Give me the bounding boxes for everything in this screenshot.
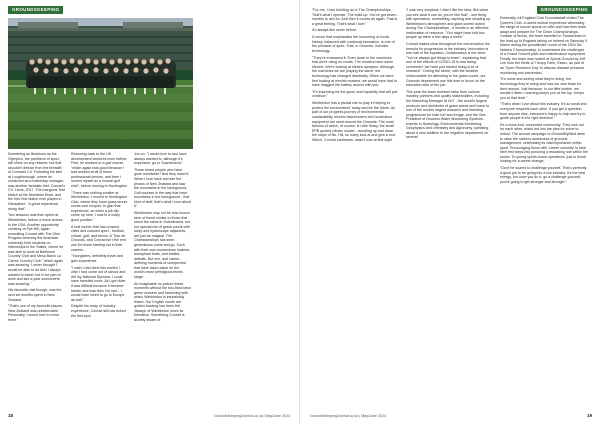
footer-url: GroundsKeepingJournal.co.uk | May/June 2024 [214, 414, 290, 418]
page-number: 18 [8, 413, 14, 418]
right-column-2: "I was very sceptical. I didn't like the idea. But when you see what it can do, you're like that" - one thing with spectators, sunbathing, aspiring and showing up Wimbledon's atmosphere and giant-screen action during The Championships - it results in an effective reallocation of resource. "You might have told two people up there a few days a week." Conrad makes clear throughout the conversation the formula for progression in the industry. Innovation is one half of the equation. Collaboration is the other. "You've always got things to learn", explaining that one of the effects of COVID-19 is now being connected "we have just started doing a lot of research". During the winter, with the weather unfavourable for attending to the grass courts, our Grounds department use this time to focus on the education side of the job. This year the team received talks from various industry partners and quality stakeholders, including the Marketing Manager at DLF - the world's largest producer and distributor of grass seeds and home to one of the world's largest research and breeding programmes for both turf and forage, and the Vice President of Growers Water Monitoring Systems - experts in Hydrology, Environmental Monitoring, Geophysics and chemistry and Agronomy, speaking about a new addition to the irrigation department on several [406, 8, 491, 140]
right-page [300, 0, 600, 424]
team-photo [8, 18, 193, 149]
section-tag: GROUNDSKEEPING [8, 6, 63, 14]
left-column-3: 'em on. "I would love to and have always wanted to, although it's expensive, go to Scandinavia." Those heard people who have gone worldwide? And they loved it. When I look back and see the photos of New Zealand and saw the mountains in the background, Golf courses in the way that have mountains in the background - that kind of stuff, that's what I love about it." Wimbledon may not be now known here of forest similar to those that stood the same in Scandinavia, but our special mix of grass courts with lucky and hydroscape adjacents, are just as magical. The Championships has seen generations come and go, Such with their own momentous rivalries, triumphant feats, and battles-defeats. But one, and career-defining moments of unexpected that have taken place on the world's most prestigious tennis stage. An imaginable no picture these moments without the two-fixed lawn green mowers and harrowing with which Wimbledon is intrinsically linked. Our English courts are golden backing has been the 'always' of Wimbledon since its formation. Something Conrad is acutely aware of. [134, 152, 191, 323]
page-number: 19 [586, 413, 592, 418]
left-column-2: Returning back to the UK development ventures even further. First, he worked on a golf course, "which again was good because I had worked at all of these professional venues, and then I moved myself as a normal golf club", before moving to Huntingdon. "There was nothing smaller at Wimbledon. I moved to Huntingdon Club, where they have grass tennis courts and croquet, to gain that experience, so when a job did come up here, I was in a really good position." A real runner that has crossed cities and crossed sport - football, cricket, golf, and tennis. A 'Tour de Grounds, and Conrad isn't the end one for those starting out in their careers. "Youngsters, definitely travel and gain experience. "I wish I had done this earlier! I wish I had come out of school and did my National Diploma. I could have travelled more. As I got older it was difficult because it became harder and was then I've lost... I would have loved to go to Europe as well." Despite his array of industry experience, Conrad still has ticked the first spot [71, 152, 129, 318]
right-column-3: Externally, All England Club Groundsstaff visited The Queen's Club. A useful mutual experience witnessing the range of soccer sports on offer and how their team adapt and prepare for The Clean Championships. Outside of tennis, the team travelled to Twickenham in the lead-up to England taking on Ireland on Saturday 9 March during the penultimate round of the 2024 Six Nations Championship, to understand the challenges of a Grand Ground pitch and maintenance equipment. Finally, the team was hosted at Sports Ground by Jeff Lee from the fields of Thrupp Farm, Essex, as part of an 'Open Research Day' to discuss disease pressure monitoring and prevention. "It's come and seeing what they're doing, the technology they're using and how our own team for their annual. Just because, in our little bubble, we wouldn't listen. Learning keeps you at the top. Keeps you at that level." "That's what I love about this industry. It's so small and everyone respects each other. If you get a question from anyone else, everyone's happy to help and try to guide people in the right direction." It's a close-knit, connected community. They look out for each other, which led into the plea for some to unfold. The annual campaign of #SolvedByMind aims to raise the nation's awareness of grounds management, celebrating its vital importance within sport. Encouraging those with 'career curiosity' to take their first steps into pursuing a rewarding role within the sector. To young sports-home operatives, just to those looking for a career change. "Don't be scared to challenge yourself. That's perfectly a good job to be going into a low industry. It's the best energy, but once you do it, go a challenge yourself; you're going to get stronger and stronger." [500, 16, 588, 184]
right-column-1: "For me, I love building up to The Championships. That's what I operate. The build-up. You've got seven-months to aim for. And then it counts all again. That is a great feeling. That's what I love." It's always like never before. A venue that emphasises the honouring of iconic history, balanced with continual innovation, is one of the pinnacle of sport. That, in Grounds, includes technology. "They've embraced it. Even down to the machines that we're using on courts. The mowers have some electric. We're looking at electric sprayers. Although the machines we are playing the same, the technology has changed drastically. When we were first looking at electric mowers, we would have had to have dragged the battery around with you. "It's improving for the good, and hopefully that will just continue." Wimbledon has a pivotal role to play in helping to protect the environment, today and for the future. As part of our progress journey of environmental sustainability, electric lawnmowers and horticulture equipment are used around the Grounds. The most famous of which, of course, is Little Noisy, the small EPB quoted robotic mower - trundling up and down the slope of No. Hill, so many look at and give a nod. Which, Conrad confesses, wasn't love at first sight. [312, 8, 398, 142]
section-tag: GROUNDSKEEPING [537, 6, 592, 14]
footer-url: GroundsKeepingJournal.co.uk | May/June 2024 [310, 414, 386, 418]
left-column-1: Something as illustrious as the Olympics, the pantheon of sport, will shine on any resume, but that shouldn't detract from the breadth of Conrad's CV. Following his stint at Loughborough, where he continued as a matchday manager, was another fantastic first. Conrad's CV: Lions, 2017. The inaugural Test Match at the Aberdeen Bowl, and the first Test Match ever played in Hampshire, "a great experience doing that". Two seasons was then spent at Wimbledon, before a move across to the USA. Another opportunity courtesy of Pye Hill, again consulting Conrad with The Ohio Program whereby the American university held students on internships in the States, where he was able to work at Baltimore Country Club and Mesa Basin La Carme Country Club: "which again was amazing. I never thought I would be able to do this! I always wanted to travel, but to be part of, work and see a year somewhere was amazing." His favourite visit though, was the next six months spent in New Zealand. "That's one of my favourite places. New Zealand was unbelievable. Personally, I would love to move there." [8, 152, 66, 323]
